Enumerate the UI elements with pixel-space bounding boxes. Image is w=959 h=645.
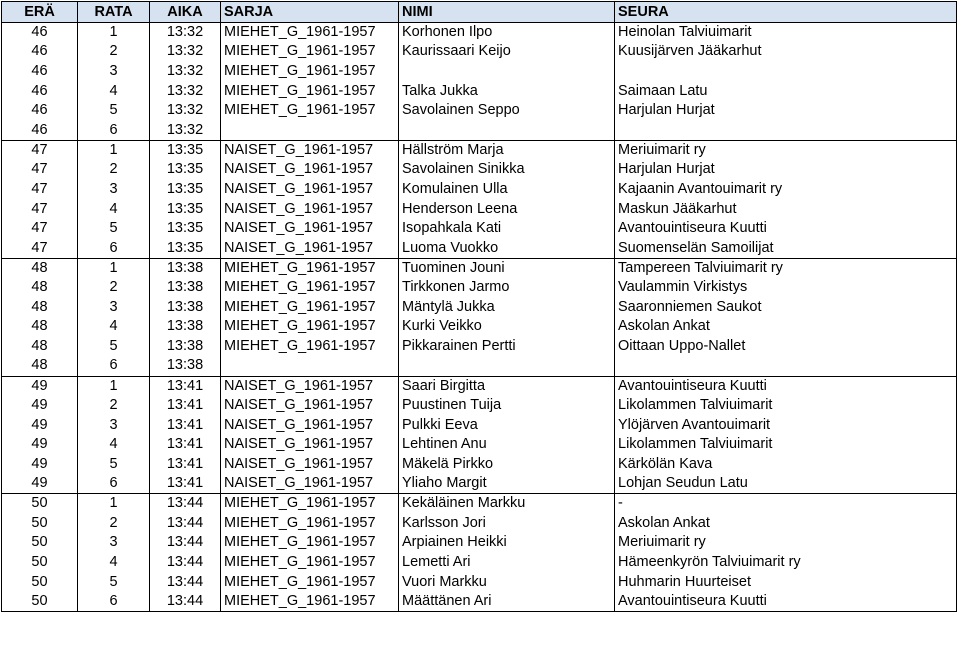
cell-sarja: MIEHET_G_1961-1957 — [221, 337, 399, 357]
cell-era: 48 — [2, 297, 78, 317]
cell-aika: 13:44 — [150, 533, 221, 553]
table-row — [2, 258, 957, 278]
table-row — [2, 494, 957, 514]
cell-nimi: Karlsson Jori — [399, 514, 615, 534]
cell-sarja: MIEHET_G_1961-1957 — [221, 62, 399, 82]
cell-rata: 6 — [78, 121, 150, 141]
cell-seura: Saimaan Latu — [615, 81, 957, 101]
cell-nimi: Vuori Markku — [399, 572, 615, 592]
cell-seura: Likolammen Talviuimarit — [615, 396, 957, 416]
cell-seura: Hämeenkyrön Talviuimarit ry — [615, 553, 957, 573]
cell-rata: 4 — [78, 199, 150, 219]
cell-rata: 5 — [78, 101, 150, 121]
cell-sarja: NAISET_G_1961-1957 — [221, 376, 399, 396]
cell-era: 49 — [2, 435, 78, 455]
cell-nimi: Komulainen Ulla — [399, 180, 615, 200]
cell-rata: 4 — [78, 435, 150, 455]
cell-sarja: MIEHET_G_1961-1957 — [221, 553, 399, 573]
cell-aika: 13:44 — [150, 494, 221, 514]
cell-era: 47 — [2, 180, 78, 200]
header-nimi: NIMI — [399, 2, 615, 23]
cell-aika: 13:32 — [150, 81, 221, 101]
header-row — [2, 2, 957, 23]
cell-seura: Ylöjärven Avantouimarit — [615, 415, 957, 435]
cell-era: 50 — [2, 592, 78, 612]
cell-aika: 13:35 — [150, 199, 221, 219]
cell-aika: 13:32 — [150, 121, 221, 141]
cell-nimi: Tirkkonen Jarmo — [399, 278, 615, 298]
cell-sarja: MIEHET_G_1961-1957 — [221, 81, 399, 101]
cell-seura: Askolan Ankat — [615, 317, 957, 337]
cell-seura: Heinolan Talviuimarit — [615, 23, 957, 43]
cell-era: 49 — [2, 455, 78, 475]
cell-seura: Harjulan Hurjat — [615, 160, 957, 180]
table-row — [2, 23, 957, 43]
table-row — [2, 180, 957, 200]
cell-era: 49 — [2, 376, 78, 396]
cell-aika: 13:41 — [150, 396, 221, 416]
cell-aika: 13:38 — [150, 356, 221, 376]
table-row — [2, 396, 957, 416]
cell-rata: 5 — [78, 572, 150, 592]
table-row — [2, 455, 957, 475]
cell-nimi: Kurki Veikko — [399, 317, 615, 337]
cell-aika: 13:35 — [150, 160, 221, 180]
cell-era: 47 — [2, 219, 78, 239]
cell-nimi: Pulkki Eeva — [399, 415, 615, 435]
cell-aika: 13:32 — [150, 62, 221, 82]
cell-sarja: NAISET_G_1961-1957 — [221, 396, 399, 416]
header-sarja: SARJA — [221, 2, 399, 23]
cell-sarja — [221, 121, 399, 141]
table-row — [2, 592, 957, 612]
cell-era: 46 — [2, 42, 78, 62]
cell-seura: Likolammen Talviuimarit — [615, 435, 957, 455]
cell-seura: Tampereen Talviuimarit ry — [615, 258, 957, 278]
cell-nimi: Yliaho Margit — [399, 474, 615, 494]
cell-era: 47 — [2, 239, 78, 259]
table-row — [2, 356, 957, 376]
cell-era: 47 — [2, 160, 78, 180]
cell-era: 48 — [2, 278, 78, 298]
table-row — [2, 278, 957, 298]
cell-nimi: Savolainen Seppo — [399, 101, 615, 121]
cell-aika: 13:44 — [150, 514, 221, 534]
cell-rata: 3 — [78, 62, 150, 82]
cell-sarja: MIEHET_G_1961-1957 — [221, 278, 399, 298]
cell-aika: 13:44 — [150, 592, 221, 612]
table-row — [2, 435, 957, 455]
cell-sarja: MIEHET_G_1961-1957 — [221, 297, 399, 317]
cell-seura: Huhmarin Huurteiset — [615, 572, 957, 592]
cell-nimi — [399, 62, 615, 82]
cell-nimi: Lehtinen Anu — [399, 435, 615, 455]
table-row — [2, 553, 957, 573]
cell-era: 48 — [2, 258, 78, 278]
cell-nimi: Puustinen Tuija — [399, 396, 615, 416]
cell-sarja: MIEHET_G_1961-1957 — [221, 258, 399, 278]
cell-nimi: Luoma Vuokko — [399, 239, 615, 259]
cell-nimi: Mäkelä Pirkko — [399, 455, 615, 475]
table-row — [2, 81, 957, 101]
cell-nimi: Kaurissaari Keijo — [399, 42, 615, 62]
cell-rata: 2 — [78, 160, 150, 180]
table-row — [2, 376, 957, 396]
cell-seura: Kärkölän Kava — [615, 455, 957, 475]
cell-sarja: MIEHET_G_1961-1957 — [221, 23, 399, 43]
cell-era: 47 — [2, 140, 78, 160]
cell-era: 49 — [2, 396, 78, 416]
cell-sarja: NAISET_G_1961-1957 — [221, 239, 399, 259]
cell-aika: 13:35 — [150, 239, 221, 259]
table-row — [2, 199, 957, 219]
cell-aika: 13:35 — [150, 180, 221, 200]
cell-rata: 1 — [78, 23, 150, 43]
cell-rata: 5 — [78, 219, 150, 239]
cell-rata: 5 — [78, 337, 150, 357]
cell-era: 49 — [2, 415, 78, 435]
cell-aika: 13:32 — [150, 101, 221, 121]
header-seura: SEURA — [615, 2, 957, 23]
cell-seura: Kuusijärven Jääkarhut — [615, 42, 957, 62]
cell-rata: 4 — [78, 553, 150, 573]
cell-era: 46 — [2, 23, 78, 43]
cell-aika: 13:41 — [150, 474, 221, 494]
cell-sarja: MIEHET_G_1961-1957 — [221, 317, 399, 337]
cell-rata: 3 — [78, 533, 150, 553]
cell-aika: 13:41 — [150, 455, 221, 475]
cell-sarja: NAISET_G_1961-1957 — [221, 180, 399, 200]
cell-rata: 3 — [78, 297, 150, 317]
table-row — [2, 415, 957, 435]
cell-sarja: NAISET_G_1961-1957 — [221, 219, 399, 239]
cell-rata: 3 — [78, 415, 150, 435]
table-row — [2, 101, 957, 121]
cell-seura: Meriuimarit ry — [615, 533, 957, 553]
cell-era: 46 — [2, 121, 78, 141]
cell-sarja: NAISET_G_1961-1957 — [221, 455, 399, 475]
cell-aika: 13:38 — [150, 258, 221, 278]
cell-nimi — [399, 121, 615, 141]
cell-aika: 13:38 — [150, 317, 221, 337]
cell-nimi: Pikkarainen Pertti — [399, 337, 615, 357]
cell-aika: 13:32 — [150, 23, 221, 43]
table-row — [2, 337, 957, 357]
cell-rata: 1 — [78, 140, 150, 160]
cell-aika: 13:44 — [150, 553, 221, 573]
cell-nimi: Talka Jukka — [399, 81, 615, 101]
cell-seura — [615, 62, 957, 82]
cell-rata: 1 — [78, 376, 150, 396]
cell-sarja: MIEHET_G_1961-1957 — [221, 101, 399, 121]
cell-seura: Avantouintiseura Kuutti — [615, 592, 957, 612]
table-row — [2, 140, 957, 160]
cell-seura — [615, 121, 957, 141]
table-row — [2, 572, 957, 592]
cell-seura: Avantouintiseura Kuutti — [615, 219, 957, 239]
table-row — [2, 533, 957, 553]
cell-sarja: NAISET_G_1961-1957 — [221, 474, 399, 494]
table-row — [2, 160, 957, 180]
table-row — [2, 239, 957, 259]
cell-era: 50 — [2, 494, 78, 514]
cell-aika: 13:35 — [150, 219, 221, 239]
cell-rata: 2 — [78, 514, 150, 534]
cell-nimi: Hällström Marja — [399, 140, 615, 160]
cell-seura: Saaronniemen Saukot — [615, 297, 957, 317]
table-row — [2, 297, 957, 317]
cell-nimi: Savolainen Sinikka — [399, 160, 615, 180]
cell-era: 48 — [2, 337, 78, 357]
cell-era: 46 — [2, 101, 78, 121]
cell-nimi — [399, 356, 615, 376]
cell-era: 46 — [2, 81, 78, 101]
cell-rata: 1 — [78, 494, 150, 514]
cell-era: 48 — [2, 317, 78, 337]
cell-seura: Meriuimarit ry — [615, 140, 957, 160]
header-aika: AIKA — [150, 2, 221, 23]
cell-era: 50 — [2, 553, 78, 573]
header-era: ERÄ — [2, 2, 78, 23]
cell-nimi: Saari Birgitta — [399, 376, 615, 396]
cell-era: 48 — [2, 356, 78, 376]
table-header — [2, 2, 957, 23]
cell-aika: 13:41 — [150, 435, 221, 455]
cell-seura: Vaulammin Virkistys — [615, 278, 957, 298]
cell-rata: 4 — [78, 317, 150, 337]
cell-nimi: Isopahkala Kati — [399, 219, 615, 239]
table-row — [2, 62, 957, 82]
cell-seura: Maskun Jääkarhut — [615, 199, 957, 219]
table-row — [2, 317, 957, 337]
cell-sarja: MIEHET_G_1961-1957 — [221, 514, 399, 534]
cell-era: 49 — [2, 474, 78, 494]
table-row — [2, 219, 957, 239]
table-row — [2, 42, 957, 62]
cell-nimi: Lemetti Ari — [399, 553, 615, 573]
cell-seura — [615, 356, 957, 376]
cell-seura: - — [615, 494, 957, 514]
cell-aika: 13:32 — [150, 42, 221, 62]
cell-sarja: NAISET_G_1961-1957 — [221, 140, 399, 160]
cell-sarja: NAISET_G_1961-1957 — [221, 415, 399, 435]
cell-rata: 6 — [78, 474, 150, 494]
cell-nimi: Tuominen Jouni — [399, 258, 615, 278]
cell-seura: Suomenselän Samoilijat — [615, 239, 957, 259]
cell-rata: 5 — [78, 455, 150, 475]
cell-era: 50 — [2, 514, 78, 534]
cell-aika: 13:38 — [150, 297, 221, 317]
cell-era: 50 — [2, 533, 78, 553]
cell-sarja: MIEHET_G_1961-1957 — [221, 494, 399, 514]
table-row — [2, 514, 957, 534]
cell-era: 47 — [2, 199, 78, 219]
cell-rata: 1 — [78, 258, 150, 278]
table-body — [2, 23, 957, 612]
table-row — [2, 121, 957, 141]
cell-rata: 2 — [78, 278, 150, 298]
cell-seura: Oittaan Uppo-Nallet — [615, 337, 957, 357]
table-row — [2, 474, 957, 494]
cell-nimi: Henderson Leena — [399, 199, 615, 219]
cell-seura: Askolan Ankat — [615, 514, 957, 534]
cell-era: 46 — [2, 62, 78, 82]
cell-sarja: NAISET_G_1961-1957 — [221, 435, 399, 455]
cell-rata: 4 — [78, 81, 150, 101]
cell-sarja: NAISET_G_1961-1957 — [221, 199, 399, 219]
cell-nimi: Määttänen Ari — [399, 592, 615, 612]
cell-rata: 2 — [78, 396, 150, 416]
cell-rata: 6 — [78, 356, 150, 376]
cell-sarja: MIEHET_G_1961-1957 — [221, 572, 399, 592]
cell-rata: 3 — [78, 180, 150, 200]
cell-seura: Lohjan Seudun Latu — [615, 474, 957, 494]
cell-sarja — [221, 356, 399, 376]
cell-aika: 13:38 — [150, 278, 221, 298]
cell-sarja: MIEHET_G_1961-1957 — [221, 42, 399, 62]
cell-aika: 13:41 — [150, 415, 221, 435]
cell-rata: 2 — [78, 42, 150, 62]
header-rata: RATA — [78, 2, 150, 23]
cell-sarja: NAISET_G_1961-1957 — [221, 160, 399, 180]
cell-nimi: Mäntylä Jukka — [399, 297, 615, 317]
cell-nimi: Kekäläinen Markku — [399, 494, 615, 514]
cell-sarja: MIEHET_G_1961-1957 — [221, 592, 399, 612]
cell-sarja: MIEHET_G_1961-1957 — [221, 533, 399, 553]
cell-era: 50 — [2, 572, 78, 592]
cell-seura: Harjulan Hurjat — [615, 101, 957, 121]
cell-seura: Avantouintiseura Kuutti — [615, 376, 957, 396]
cell-aika: 13:38 — [150, 337, 221, 357]
cell-aika: 13:35 — [150, 140, 221, 160]
cell-aika: 13:44 — [150, 572, 221, 592]
cell-nimi: Arpiainen Heikki — [399, 533, 615, 553]
cell-rata: 6 — [78, 239, 150, 259]
cell-rata: 6 — [78, 592, 150, 612]
cell-aika: 13:41 — [150, 376, 221, 396]
heat-schedule-table — [1, 1, 957, 612]
cell-nimi: Korhonen Ilpo — [399, 23, 615, 43]
cell-seura: Kajaanin Avantouimarit ry — [615, 180, 957, 200]
